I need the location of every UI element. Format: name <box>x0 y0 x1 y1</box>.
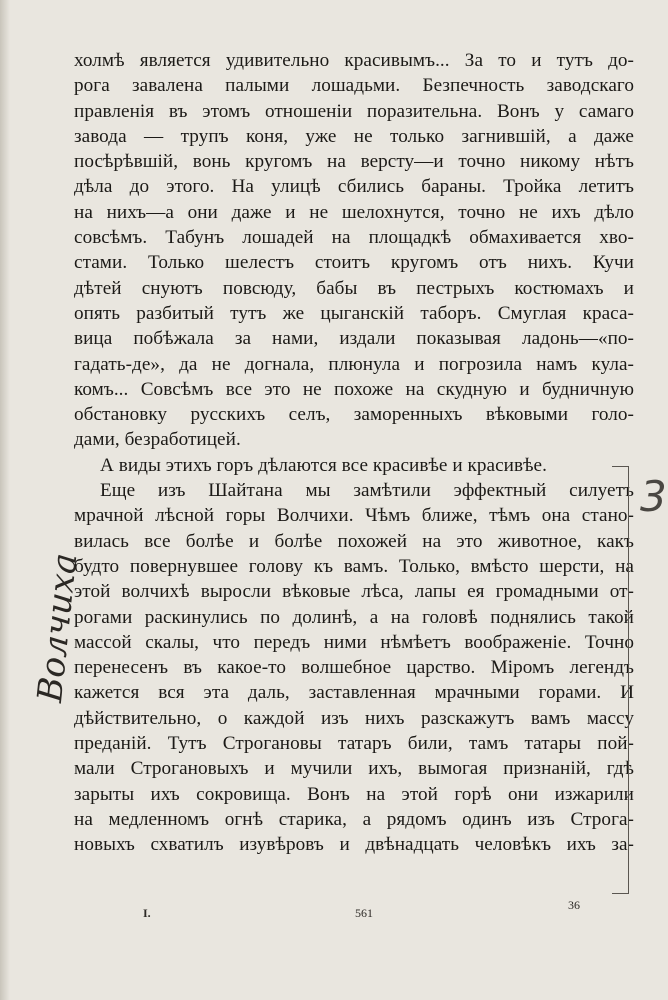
text-line: комъ... Совсѣмъ все это не похоже на скудную и будничную <box>74 378 634 400</box>
text-line: на медленномъ огнѣ старика, а рядомъ одинъ изъ Строга- <box>74 808 634 830</box>
text-line: стами. Только шелестъ стоитъ кругомъ отъ нихъ. Кучи <box>74 252 634 274</box>
text-line: вица побѣжала за нами, издали показывая ладонь—«по- <box>74 328 634 350</box>
text-line: зарыты ихъ сокровища. Вонъ на этой горѣ они изжарили <box>74 783 634 805</box>
text-line: дѣйствительно, о каждой изъ нихъ разскажутъ вамъ массу <box>74 707 634 729</box>
text-line: рогами раскинулись по долинѣ, а на головѣ поднялись такой <box>74 606 634 628</box>
page-body <box>74 48 634 858</box>
text-line: Еще изъ Шайтана мы замѣтили эффектный силуетъ <box>100 480 634 502</box>
text-line: вилась все болѣе и болѣе похожей на это животное, какъ <box>74 530 634 552</box>
text-line: дами, безработицей. <box>74 429 241 451</box>
text-line: дѣтей снуютъ повсюду, бабы въ пестрыхъ костюмахъ и <box>74 277 634 299</box>
paragraph-2 <box>74 453 634 478</box>
text-line: массой скалы, что передъ ними нѣмѣетъ воображеніе. Точно <box>74 631 634 653</box>
text-line: новыхъ схватилъ изувѣровъ и двѣнадцать человѣкъ ихъ за- <box>74 834 634 856</box>
text-line: гадать-де», да не догнала, плюнула и погрозила намъ кула- <box>74 353 634 375</box>
text-line: преданій. Тутъ Строгановы татаръ били, тамъ татары пой- <box>74 733 634 755</box>
text-line: правленія въ этомъ отношеніи поразительна. Вонъ у самаго <box>74 100 634 122</box>
page-number: 561 <box>355 906 373 920</box>
text-line: этой волчихѣ выросли вѣковые лѣса, лапы ея громадными от- <box>74 581 634 603</box>
pencil-margin-number: 3 <box>640 472 667 521</box>
text-line: опять разбитый тутъ же цыганскій таборъ. Смуглая краса- <box>74 302 634 324</box>
text-line: холмѣ является удивительно красивымъ... За то и тутъ до- <box>74 50 634 71</box>
sheet-number: 36 <box>568 898 580 912</box>
text-line: будто повернувшее голову къ вамъ. Только, вмѣсто шерсти, на <box>74 555 634 577</box>
paragraph-3 <box>74 478 634 857</box>
text-line: мрачной лѣсной горы Волчихи. Чѣмъ ближе, тѣмъ она стано- <box>74 505 634 527</box>
text-line: обстановку русскихъ селъ, заморенныхъ вѣковыми голо- <box>74 404 634 426</box>
text-line: совсѣмъ. Табунъ лошадей на площадкѣ обмахивается хво- <box>74 227 634 249</box>
pencil-bracket <box>612 466 629 894</box>
text-line: посѣрѣвшій, вонь кругомъ на версту—и точно никому нѣтъ <box>74 151 634 173</box>
text-line: на нихъ—а они даже и не шелохнутся, точно не ихъ дѣло <box>74 201 634 223</box>
text-line: мали Строгановыхъ и мучили ихъ, вымогая признаній, гдѣ <box>74 758 634 780</box>
signature-mark: I. <box>143 906 151 920</box>
text-line: завода — трупъ коня, уже не только загнившій, а даже <box>74 125 634 147</box>
text-line: перенесенъ въ какое-то волшебное царство. Міромъ легендъ <box>74 657 634 679</box>
text-line: кажется вся эта даль, заставленная мрачными горами. И <box>74 682 634 704</box>
text-line: дѣла до этого. На улицѣ сбились бараны. Тройка летитъ <box>74 176 634 198</box>
text-line: рога завалена палыми лошадьми. Безпечность заводскаго <box>74 75 634 97</box>
paragraph-1 <box>74 48 634 453</box>
pencil-margin-note: Волчиха <box>30 551 86 705</box>
text-line: А виды этихъ горъ дѣлаются все красивѣе и красивѣе. <box>100 454 547 476</box>
